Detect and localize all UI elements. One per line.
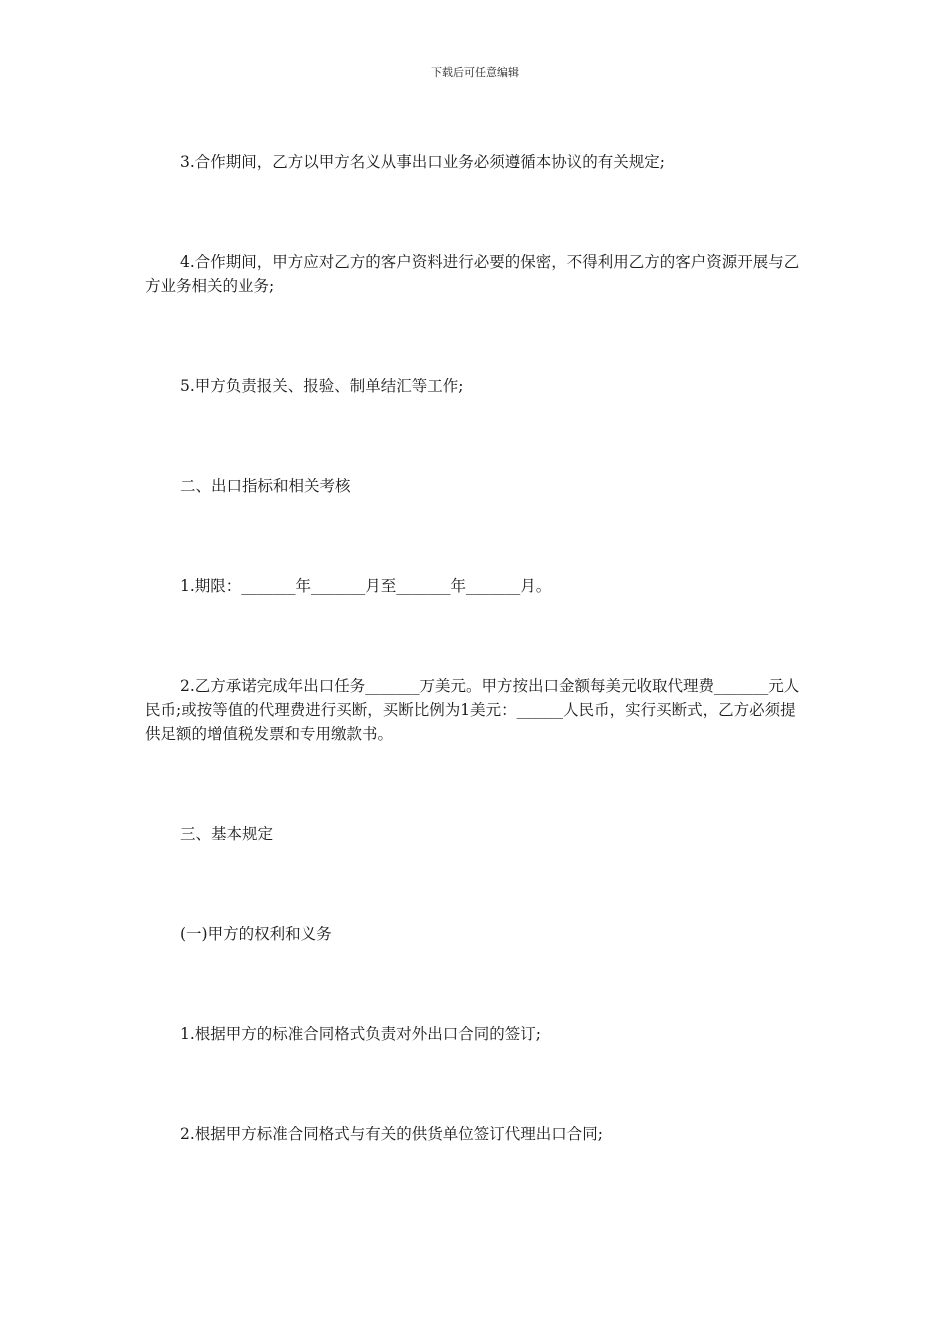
clause-5-customs-duties: 5.甲方负责报关、报验、制单结汇等工作; (180, 377, 464, 395)
subsection-heading-party-a-rights: (一)甲方的权利和义务 (180, 925, 332, 943)
section-heading-export-targets: 二、出口指标和相关考核 (180, 477, 351, 495)
clause-1-sign-export-contract: 1.根据甲方的标准合同格式负责对外出口合同的签订; (180, 1025, 542, 1043)
clause-1-term: 1.期限：_______年_______月至_______年_______月。 (180, 577, 552, 595)
page-header: 下载后可任意编辑 (431, 66, 519, 79)
clause-4-confidentiality: 4.合作期间，甲方应对乙方的客户资料进行必要的保密，不得利用乙方的客户资源开展与乙方业务相关的业务; (145, 253, 800, 295)
section-heading-basic-rules: 三、基本规定 (180, 825, 274, 843)
clause-2-export-commitment: 2.乙方承诺完成年出口任务_______万美元。甲方按出口金额每美元收取代理费_______元人民币;或按等值的代理费进行买断，买断比例为1美元：______人民币，实行买断式，乙方必须提供足额的增值税发票和专用缴款书。 (145, 677, 800, 743)
clause-3-cooperation-rules: 3.合作期间，乙方以甲方名义从事出口业务必须遵循本协议的有关规定; (180, 153, 666, 171)
clause-2-sign-agency-contract: 2.根据甲方标准合同格式与有关的供货单位签订代理出口合同; (180, 1125, 604, 1143)
